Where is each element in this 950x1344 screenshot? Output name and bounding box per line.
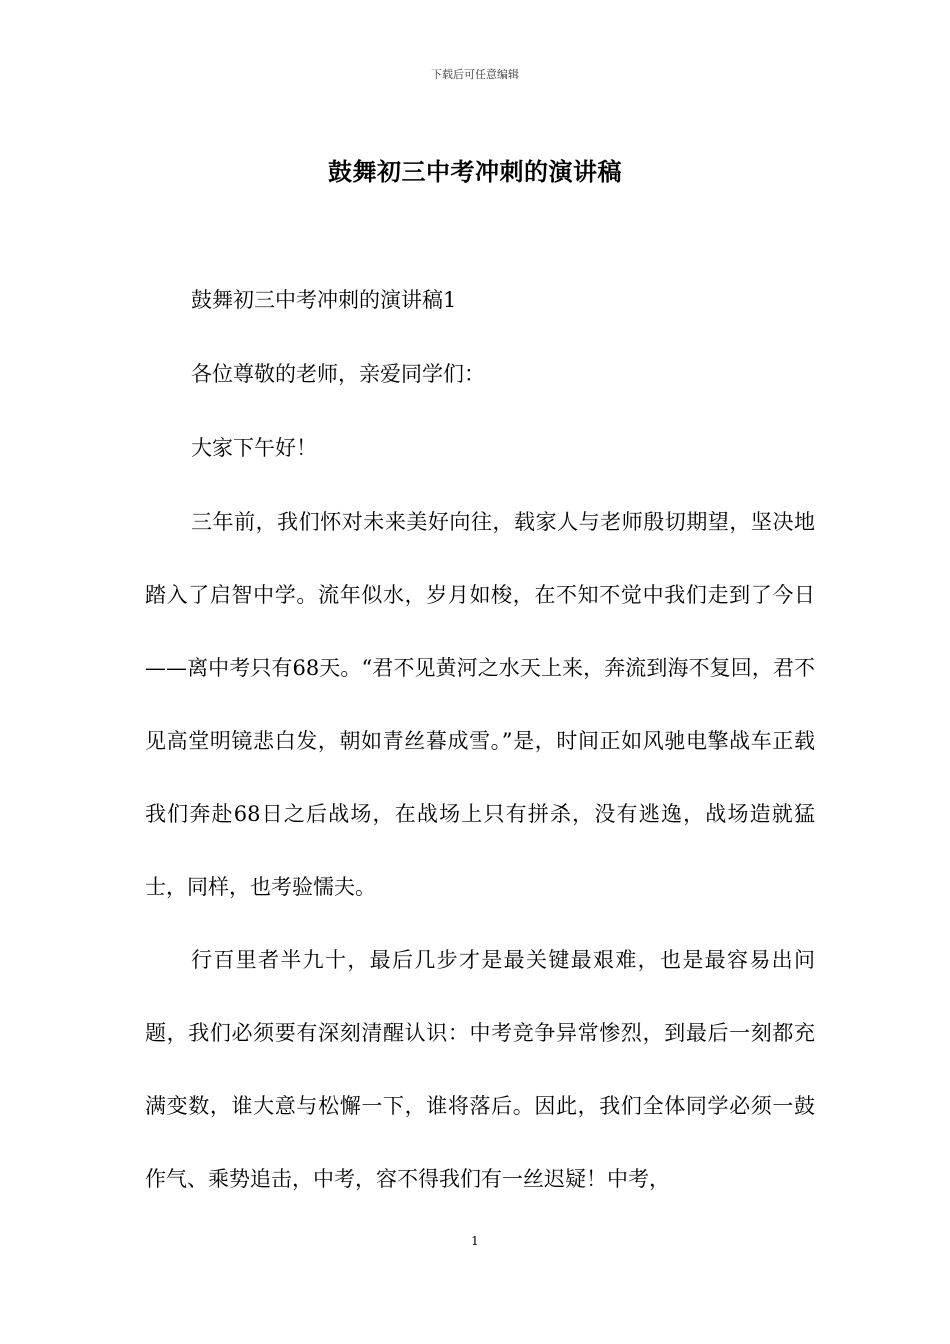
header-note: 下载后可任意编辑 (431, 68, 519, 81)
paragraph-greeting: 各位尊敬的老师，亲爱同学们： (191, 362, 485, 386)
paragraph-body-2: 行百里者半九十，最后几步才是最关键最艰难，也是最容易出问题，我们必须要有深刻清醒认识：中考竞争异常惨烈，到最后一刻都充满变数，谁大意与松懈一下，谁将落后。因此，我们全体同学必须一鼓作气、乘势追击，中考，容不得我们有一丝迟疑！中考， (145, 948, 815, 1191)
paragraph-salutation: 大家下午好！ (191, 436, 317, 460)
document-title: 鼓舞初三中考冲刺的演讲稿 (328, 157, 622, 186)
paragraph-body-1: 三年前，我们怀对未来美好向往，载家人与老师殷切期望，坚决地踏入了启智中学。流年似水，岁月如梭，在不知不觉中我们走到了今日——离中考只有68天。“君不见黄河之水天上来，奔流到海不复回，君不见高堂明镜悲白发，朝如青丝暮成雪。”是，时间正如风驰电擎战车正载我们奔赴68日之后战场，在战场上只有拼杀，没有逃逸，战场造就猛士，同样，也考验懦夫。 (145, 510, 815, 899)
page-number: 1 (471, 1234, 479, 1248)
paragraph-subtitle: 鼓舞初三中考冲刺的演讲稿1 (191, 288, 457, 312)
document-body (145, 282, 815, 1216)
